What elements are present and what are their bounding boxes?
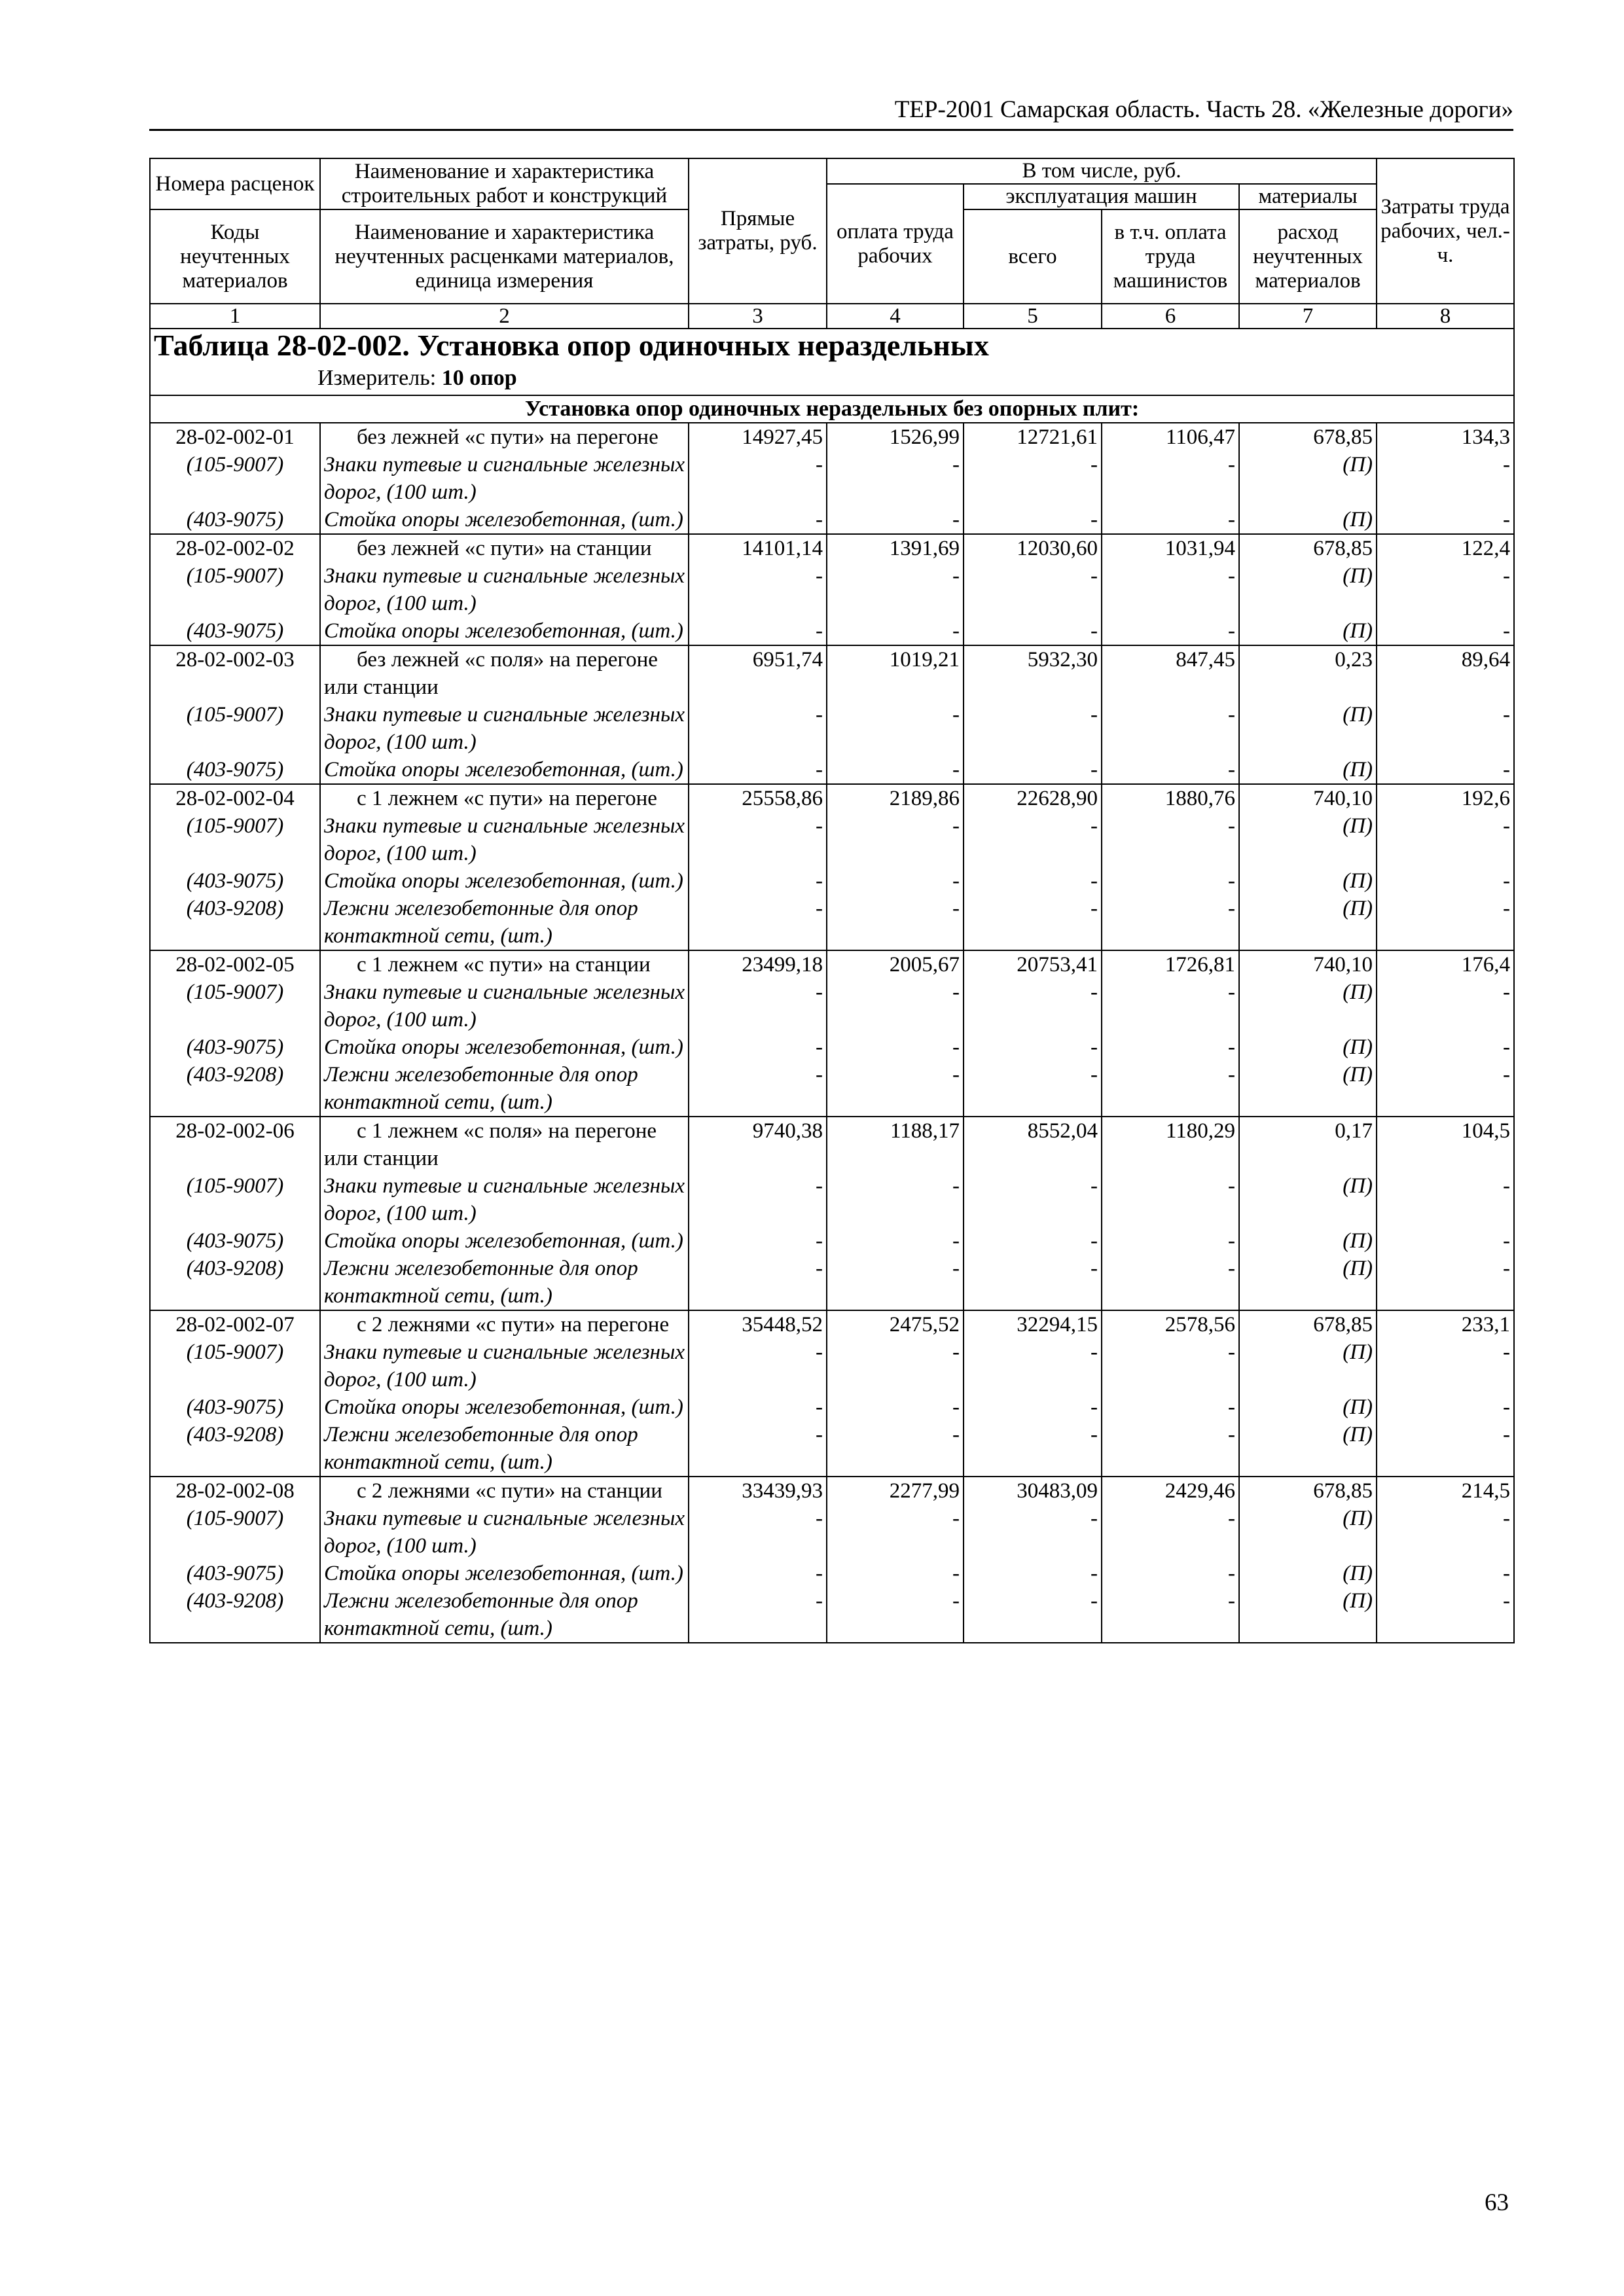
material-value: - <box>1377 1560 1514 1587</box>
material-value: (П) <box>1239 978 1377 1033</box>
material-value: (П) <box>1239 701 1377 756</box>
rate-value: 678,85 <box>1239 1477 1377 1505</box>
material-value: - <box>964 617 1102 645</box>
material-value: - <box>689 1587 827 1643</box>
material-value: - <box>689 1560 827 1587</box>
material-code: (105-9007) <box>150 451 320 506</box>
column-number: 3 <box>689 304 827 329</box>
material-value: - <box>1102 1421 1239 1477</box>
material-value: - <box>827 506 964 534</box>
machines-group-header: эксплуатация машин <box>964 184 1239 209</box>
material-value: - <box>964 1338 1102 1393</box>
rate-name: с 2 лежнями «с пути» на перегоне <box>320 1310 689 1338</box>
rate-value: 678,85 <box>1239 534 1377 562</box>
rate-code: 28-02-002-02 <box>150 534 320 562</box>
material-code: (403-9208) <box>150 1587 320 1643</box>
material-code: (403-9075) <box>150 1033 320 1061</box>
material-value: - <box>1102 1033 1239 1061</box>
material-value: - <box>827 1587 964 1643</box>
col7-header: расход неучтенных материалов <box>1239 209 1377 304</box>
material-value: - <box>827 1505 964 1560</box>
material-value: - <box>1377 1393 1514 1421</box>
rate-name: без лежней «с пути» на перегоне <box>320 423 689 451</box>
column-number: 4 <box>827 304 964 329</box>
rate-code: 28-02-002-05 <box>150 950 320 978</box>
material-value: - <box>827 562 964 617</box>
rate-name: с 1 лежнем «с поля» на перегоне или станции <box>320 1117 689 1172</box>
material-value: - <box>964 1505 1102 1560</box>
rate-value: 14927,45 <box>689 423 827 451</box>
col4-header: оплата труда рабочих <box>827 184 964 304</box>
material-value: - <box>689 617 827 645</box>
material-value: - <box>827 1033 964 1061</box>
material-value: - <box>1377 812 1514 867</box>
material-value: - <box>689 506 827 534</box>
rate-value: 678,85 <box>1239 1310 1377 1338</box>
material-value: - <box>827 451 964 506</box>
table-title-cell <box>150 329 1514 395</box>
material-value: (П) <box>1239 1227 1377 1255</box>
material-value: - <box>964 1033 1102 1061</box>
rate-value: 1726,81 <box>1102 950 1239 978</box>
material-value: - <box>689 701 827 756</box>
column-number: 8 <box>1377 304 1514 329</box>
material-value: - <box>964 1560 1102 1587</box>
material-value: - <box>689 451 827 506</box>
material-value: - <box>964 1255 1102 1310</box>
material-name: Знаки путевые и сигнальные железных дорог, (100 шт.) <box>320 562 689 617</box>
material-value: - <box>689 1061 827 1117</box>
column-number: 1 <box>150 304 320 329</box>
material-value: - <box>964 895 1102 950</box>
rate-value: 176,4 <box>1377 950 1514 978</box>
material-value: - <box>964 451 1102 506</box>
rate-code: 28-02-002-06 <box>150 1117 320 1172</box>
material-name: Знаки путевые и сигнальные железных дорог, (100 шт.) <box>320 978 689 1033</box>
material-code: (403-9208) <box>150 1421 320 1477</box>
rate-value: 0,17 <box>1239 1117 1377 1172</box>
material-name: Стойка опоры железобетонная, (шт.) <box>320 867 689 895</box>
rate-value: 233,1 <box>1377 1310 1514 1338</box>
material-value: - <box>689 756 827 784</box>
material-value: - <box>827 1338 964 1393</box>
rate-value: 2277,99 <box>827 1477 964 1505</box>
material-value: (П) <box>1239 1172 1377 1227</box>
rate-value: 1180,29 <box>1102 1117 1239 1172</box>
material-name: Лежни железобетонные для опор контактной сети, (шт.) <box>320 1255 689 1310</box>
material-value: - <box>1102 895 1239 950</box>
material-value: - <box>689 978 827 1033</box>
material-value: (П) <box>1239 506 1377 534</box>
material-value: - <box>1377 1033 1514 1061</box>
rate-value: 2578,56 <box>1102 1310 1239 1338</box>
material-value: - <box>827 756 964 784</box>
material-value: (П) <box>1239 812 1377 867</box>
rate-name: без лежней «с поля» на перегоне или станции <box>320 645 689 701</box>
unit-label: Измеритель: <box>317 366 437 390</box>
material-name: Лежни железобетонные для опор контактной сети, (шт.) <box>320 1587 689 1643</box>
table-unit <box>154 362 1510 395</box>
col5-header: всего <box>964 209 1102 304</box>
material-value: (П) <box>1239 1560 1377 1587</box>
rate-value: 2005,67 <box>827 950 964 978</box>
rate-value: 32294,15 <box>964 1310 1102 1338</box>
material-value: - <box>964 1061 1102 1117</box>
unit-value: 10 опор <box>441 366 517 390</box>
material-name: Стойка опоры железобетонная, (шт.) <box>320 617 689 645</box>
material-value: - <box>1377 562 1514 617</box>
column-number: 6 <box>1102 304 1239 329</box>
column-number: 2 <box>320 304 689 329</box>
material-name: Знаки путевые и сигнальные железных дорог, (100 шт.) <box>320 701 689 756</box>
material-value: - <box>1377 617 1514 645</box>
material-value: - <box>1102 1172 1239 1227</box>
rate-value: 134,3 <box>1377 423 1514 451</box>
rate-value: 1106,47 <box>1102 423 1239 451</box>
material-value: - <box>964 1227 1102 1255</box>
rate-name: с 2 лежнями «с пути» на станции <box>320 1477 689 1505</box>
col1-top-header: Номера расценок <box>150 158 320 209</box>
material-value: - <box>827 978 964 1033</box>
rate-value: 12721,61 <box>964 423 1102 451</box>
material-name: Лежни железобетонные для опор контактной сети, (шт.) <box>320 895 689 950</box>
material-value: - <box>1377 1338 1514 1393</box>
material-code: (105-9007) <box>150 701 320 756</box>
material-value: - <box>1377 895 1514 950</box>
rate-code: 28-02-002-01 <box>150 423 320 451</box>
material-value: - <box>689 1033 827 1061</box>
rate-value: 847,45 <box>1102 645 1239 701</box>
rate-value: 2475,52 <box>827 1310 964 1338</box>
material-value: - <box>827 895 964 950</box>
material-value: - <box>827 1560 964 1587</box>
material-value: - <box>689 1338 827 1393</box>
material-value: (П) <box>1239 867 1377 895</box>
material-value: - <box>689 562 827 617</box>
material-value: - <box>1102 812 1239 867</box>
material-code: (105-9007) <box>150 1338 320 1393</box>
col8-header: Затраты труда рабочих, чел.-ч. <box>1377 158 1514 304</box>
rate-value: 20753,41 <box>964 950 1102 978</box>
material-value: - <box>964 562 1102 617</box>
rate-value: 12030,60 <box>964 534 1102 562</box>
material-value: - <box>827 1421 964 1477</box>
material-value: (П) <box>1239 562 1377 617</box>
material-value: - <box>964 1587 1102 1643</box>
rate-name: с 1 лежнем «с пути» на перегоне <box>320 784 689 812</box>
material-value: (П) <box>1239 1061 1377 1117</box>
material-value: - <box>689 867 827 895</box>
material-value: - <box>964 1421 1102 1477</box>
material-value: - <box>827 812 964 867</box>
material-value: - <box>1102 451 1239 506</box>
material-code: (105-9007) <box>150 1505 320 1560</box>
material-code: (403-9075) <box>150 756 320 784</box>
material-value: - <box>689 1421 827 1477</box>
material-name: Знаки путевые и сигнальные железных дорог, (100 шт.) <box>320 1505 689 1560</box>
material-value: - <box>1102 617 1239 645</box>
material-value: (П) <box>1239 1393 1377 1421</box>
table-title: Таблица 28-02-002. Установка опор одиночных нераздельных <box>154 329 989 362</box>
material-value: - <box>827 1393 964 1421</box>
material-value: (П) <box>1239 895 1377 950</box>
rate-value: 678,85 <box>1239 423 1377 451</box>
rate-value: 740,10 <box>1239 950 1377 978</box>
material-value: (П) <box>1239 1033 1377 1061</box>
section-title: Установка опор одиночных нераздельных без опорных плит: <box>150 395 1514 423</box>
material-value: - <box>964 701 1102 756</box>
column-number: 5 <box>964 304 1102 329</box>
material-value: - <box>1377 1587 1514 1643</box>
material-name: Стойка опоры железобетонная, (шт.) <box>320 756 689 784</box>
rate-value: 2429,46 <box>1102 1477 1239 1505</box>
material-value: - <box>1377 1061 1514 1117</box>
rate-value: 35448,52 <box>689 1310 827 1338</box>
material-name: Стойка опоры железобетонная, (шт.) <box>320 1393 689 1421</box>
material-code: (105-9007) <box>150 812 320 867</box>
rate-value: 6951,74 <box>689 645 827 701</box>
rate-name: без лежней «с пути» на станции <box>320 534 689 562</box>
material-value: - <box>1102 1393 1239 1421</box>
material-value: - <box>1377 978 1514 1033</box>
material-value: - <box>689 1393 827 1421</box>
material-value: - <box>689 895 827 950</box>
col6-header: в т.ч. оплата труда машинистов <box>1102 209 1239 304</box>
material-name: Знаки путевые и сигнальные железных дорог, (100 шт.) <box>320 1172 689 1227</box>
material-name: Знаки путевые и сигнальные железных дорог, (100 шт.) <box>320 1338 689 1393</box>
rate-value: 214,5 <box>1377 1477 1514 1505</box>
rate-value: 122,4 <box>1377 534 1514 562</box>
material-value: - <box>1102 1587 1239 1643</box>
rate-value: 8552,04 <box>964 1117 1102 1172</box>
material-value: - <box>827 1255 964 1310</box>
rate-value: 14101,14 <box>689 534 827 562</box>
material-value: - <box>1102 562 1239 617</box>
rate-value: 33439,93 <box>689 1477 827 1505</box>
rate-code: 28-02-002-04 <box>150 784 320 812</box>
material-value: - <box>964 867 1102 895</box>
rate-value: 9740,38 <box>689 1117 827 1172</box>
material-code: (403-9075) <box>150 1393 320 1421</box>
material-value: - <box>689 1505 827 1560</box>
material-value: - <box>1377 1421 1514 1477</box>
material-value: - <box>827 1227 964 1255</box>
page-header: ТЕР-2001 Самарская область. Часть 28. «Железные дороги» <box>149 96 1513 131</box>
material-value: (П) <box>1239 1505 1377 1560</box>
rate-value: 1391,69 <box>827 534 964 562</box>
material-name: Лежни железобетонные для опор контактной сети, (шт.) <box>320 1061 689 1117</box>
rate-value: 1031,94 <box>1102 534 1239 562</box>
material-value: - <box>964 756 1102 784</box>
material-value: - <box>1377 756 1514 784</box>
material-code: (403-9208) <box>150 1061 320 1117</box>
rate-name: с 1 лежнем «с пути» на станции <box>320 950 689 978</box>
rate-value: 2189,86 <box>827 784 964 812</box>
rate-value: 740,10 <box>1239 784 1377 812</box>
material-value: - <box>827 701 964 756</box>
material-name: Знаки путевые и сигнальные железных дорог, (100 шт.) <box>320 451 689 506</box>
material-code: (105-9007) <box>150 978 320 1033</box>
rate-value: 1526,99 <box>827 423 964 451</box>
material-name: Лежни железобетонные для опор контактной сети, (шт.) <box>320 1421 689 1477</box>
material-value: - <box>827 617 964 645</box>
material-code: (403-9075) <box>150 1227 320 1255</box>
page-number: 63 <box>1485 2189 1509 2216</box>
material-value: - <box>827 867 964 895</box>
material-value: - <box>1102 756 1239 784</box>
material-value: (П) <box>1239 1338 1377 1393</box>
material-value: - <box>827 1061 964 1117</box>
rate-value: 5932,30 <box>964 645 1102 701</box>
rate-value: 104,5 <box>1377 1117 1514 1172</box>
material-value: - <box>1377 867 1514 895</box>
rate-value: 89,64 <box>1377 645 1514 701</box>
material-value: - <box>1377 506 1514 534</box>
col2-bottom-header: Наименование и характеристика неучтенных расценками материалов, единица измерения <box>320 209 689 304</box>
material-value: (П) <box>1239 1587 1377 1643</box>
col1-bottom-header: Коды неучтенных материалов <box>150 209 320 304</box>
rate-value: 1188,17 <box>827 1117 964 1172</box>
material-value: - <box>1102 506 1239 534</box>
material-code: (403-9075) <box>150 867 320 895</box>
material-value: - <box>1102 1505 1239 1560</box>
material-value: - <box>689 1255 827 1310</box>
material-code: (403-9075) <box>150 1560 320 1587</box>
rates-table <box>149 158 1515 1643</box>
material-value: - <box>1102 867 1239 895</box>
material-name: Стойка опоры железобетонная, (шт.) <box>320 1033 689 1061</box>
column-number: 7 <box>1239 304 1377 329</box>
material-code: (403-9075) <box>150 617 320 645</box>
material-name: Знаки путевые и сигнальные железных дорог, (100 шт.) <box>320 812 689 867</box>
material-name: Стойка опоры железобетонная, (шт.) <box>320 506 689 534</box>
material-value: - <box>1102 1227 1239 1255</box>
material-value: (П) <box>1239 1255 1377 1310</box>
material-code: (105-9007) <box>150 1172 320 1227</box>
material-code: (403-9208) <box>150 1255 320 1310</box>
materials-group-header: материалы <box>1239 184 1377 209</box>
material-value: (П) <box>1239 1421 1377 1477</box>
material-value: - <box>1102 1255 1239 1310</box>
incl-group-header: В том числе, руб. <box>827 158 1377 184</box>
material-value: - <box>964 506 1102 534</box>
material-value: (П) <box>1239 756 1377 784</box>
material-value: - <box>1377 451 1514 506</box>
rate-value: 25558,86 <box>689 784 827 812</box>
rate-value: 0,23 <box>1239 645 1377 701</box>
rate-value: 1019,21 <box>827 645 964 701</box>
material-value: - <box>1102 1560 1239 1587</box>
material-value: (П) <box>1239 451 1377 506</box>
material-code: (403-9208) <box>150 895 320 950</box>
rate-value: 22628,90 <box>964 784 1102 812</box>
material-code: (403-9075) <box>150 506 320 534</box>
material-value: - <box>689 812 827 867</box>
rate-code: 28-02-002-03 <box>150 645 320 701</box>
col2-top-header: Наименование и характеристика строительных работ и конструкций <box>320 158 689 209</box>
material-value: - <box>1102 1061 1239 1117</box>
material-value: - <box>964 1172 1102 1227</box>
material-value: - <box>689 1172 827 1227</box>
rate-code: 28-02-002-08 <box>150 1477 320 1505</box>
material-name: Стойка опоры железобетонная, (шт.) <box>320 1560 689 1587</box>
material-value: - <box>1377 1255 1514 1310</box>
material-value: - <box>964 812 1102 867</box>
material-code: (105-9007) <box>150 562 320 617</box>
rate-code: 28-02-002-07 <box>150 1310 320 1338</box>
rate-value: 1880,76 <box>1102 784 1239 812</box>
col3-header: Прямые затраты, руб. <box>689 158 827 304</box>
material-value: - <box>964 978 1102 1033</box>
material-value: - <box>1102 1338 1239 1393</box>
material-value: - <box>964 1393 1102 1421</box>
material-value: - <box>1377 1172 1514 1227</box>
rate-value: 192,6 <box>1377 784 1514 812</box>
material-value: - <box>1377 1227 1514 1255</box>
rate-value: 23499,18 <box>689 950 827 978</box>
rate-value: 30483,09 <box>964 1477 1102 1505</box>
material-value: (П) <box>1239 617 1377 645</box>
material-value: - <box>1102 978 1239 1033</box>
material-value: - <box>1377 1505 1514 1560</box>
material-name: Стойка опоры железобетонная, (шт.) <box>320 1227 689 1255</box>
material-value: - <box>1377 701 1514 756</box>
material-value: - <box>1102 701 1239 756</box>
material-value: - <box>689 1227 827 1255</box>
material-value: - <box>827 1172 964 1227</box>
